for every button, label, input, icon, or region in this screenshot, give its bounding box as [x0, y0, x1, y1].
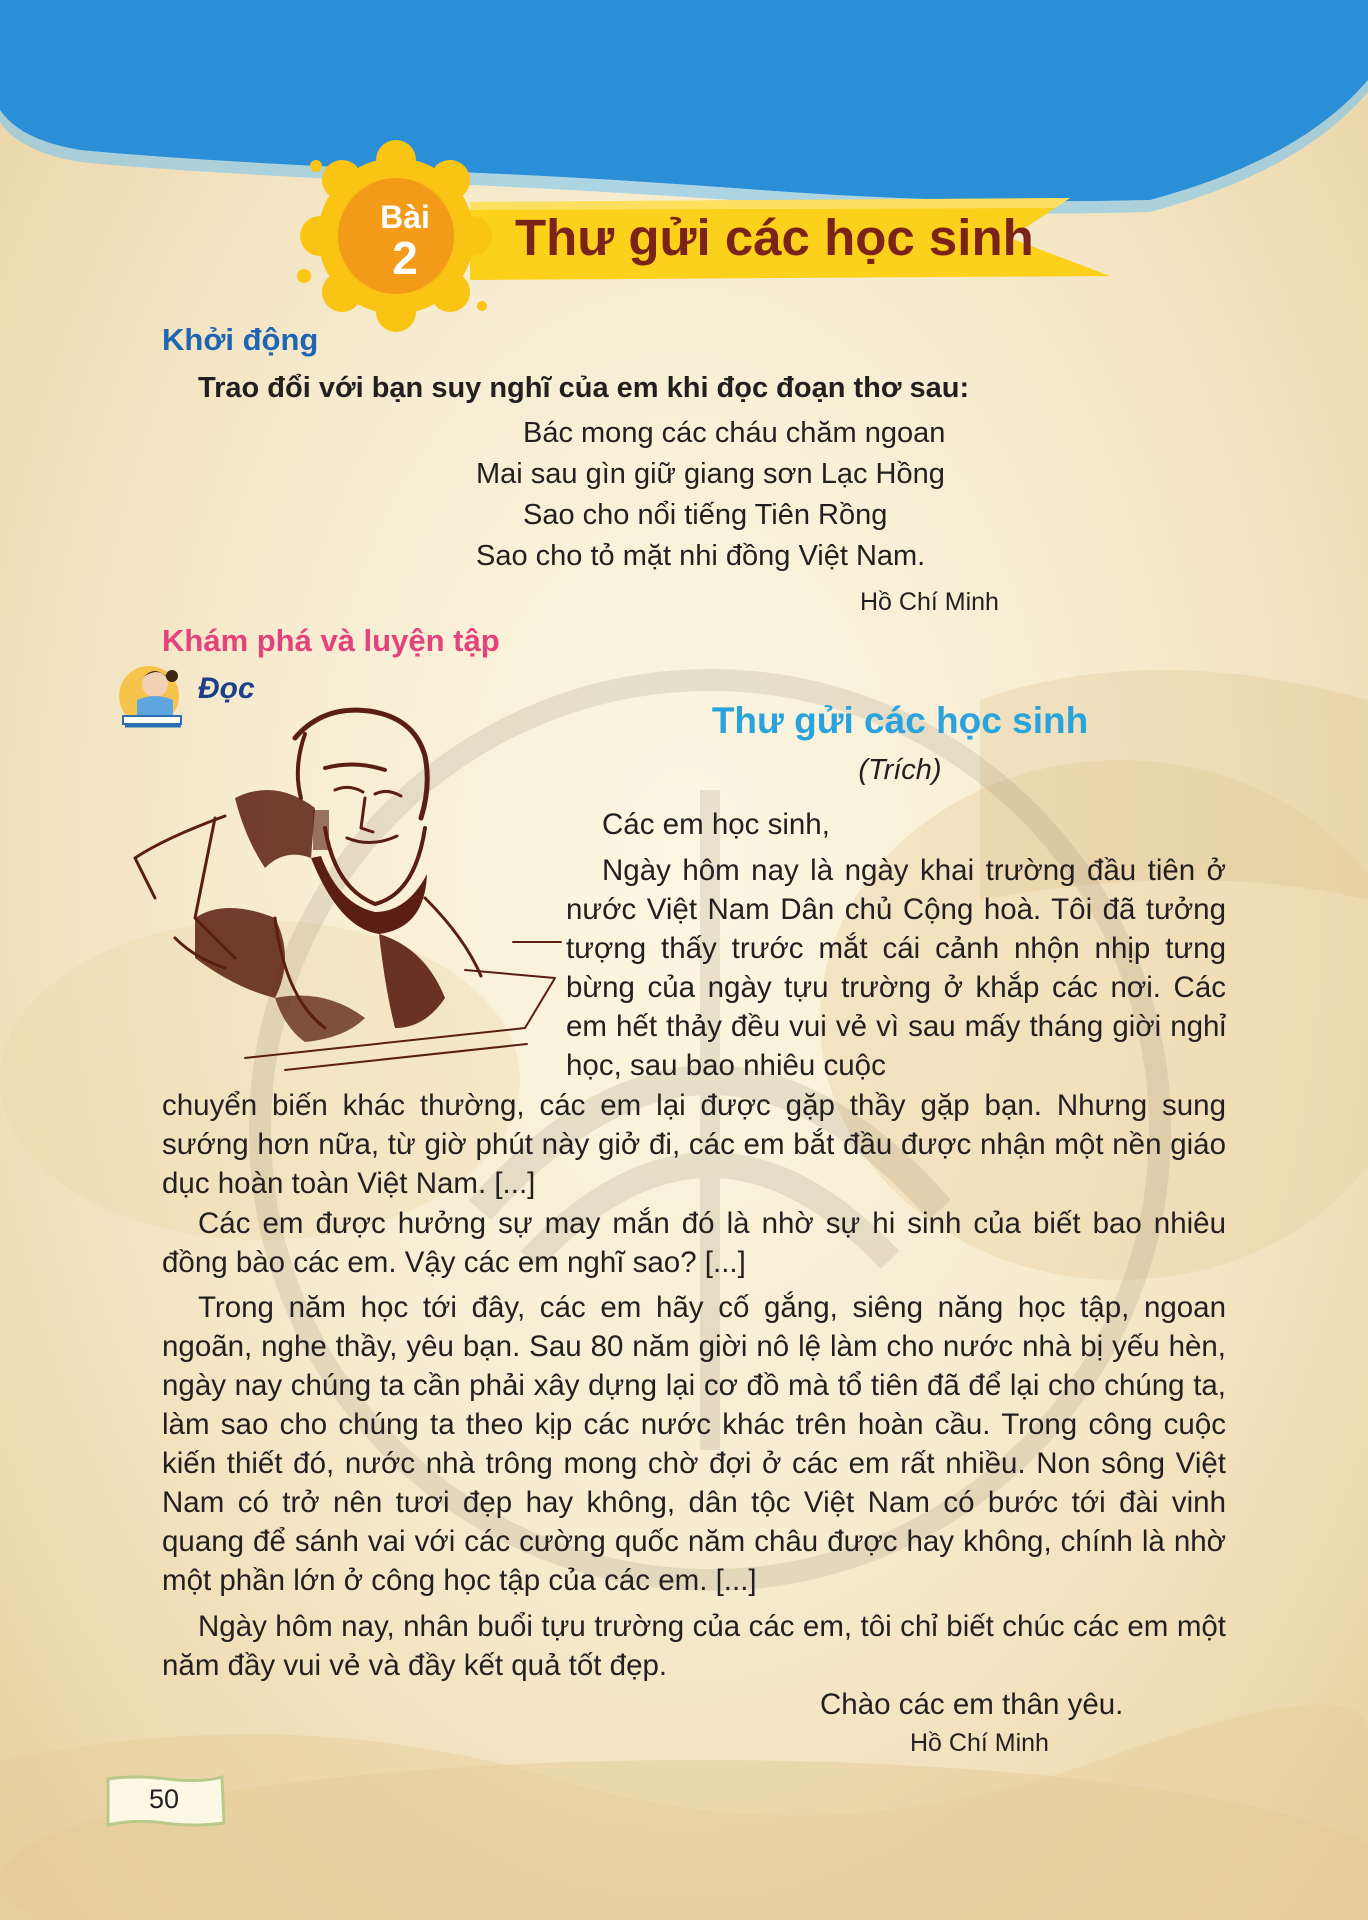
reading-subtitle: (Trích) [858, 754, 942, 786]
letter-closing: Chào các em thân yêu. [820, 1688, 1124, 1721]
warmup-prompt: Trao đổi với bạn suy nghĩ của em khi đọc đoạn thơ sau: [198, 372, 970, 404]
paragraph-3: Trong năm học tới đây, các em hãy cố gắng, siêng năng học tập, ngoan ngoãn, nghe thầy, yêu bạn. Sau 80 năm giời nô lệ làm cho nước nhà bị yếu hèn, ngày nay chúng ta cần phải xây dựng lại cơ đồ mà tổ tiên đã để lại cho chúng ta, làm sao cho chúng ta theo kịp các nước khác trên hoàn cầu. Trong công cuộc kiến thiết đó, nước nhà trông mong chờ đợi ở các em rất nhiều. Non sông Việt Nam có trở nên tươi đẹp hay không, dân tộc Việt Nam có bước tới đài vinh quang để sánh vai với các cường quốc năm châu được hay không, chính là nhờ một phần lớn ở công học tập của các em. [...] [162, 1291, 1226, 1597]
paragraph-4: Ngày hôm nay, nhân buổi tựu trường của các em, tôi chỉ biết chúc các em một năm đầy vui vẻ và đầy kết quả tốt đẹp. [162, 1610, 1226, 1682]
portrait-illustration [125, 698, 565, 1073]
paragraph-2: Các em được hưởng sự may mắn đó là nhờ sự hi sinh của biết bao nhiêu đồng bào các em. Vậy các em nghĩ sao? [...] [162, 1207, 1226, 1279]
poem-line: Mai sau gìn giữ giang sơn Lạc Hồng [476, 458, 945, 490]
explore-heading: Khám phá và luyện tập [162, 623, 500, 658]
page-number: 50 [148, 1784, 180, 1814]
paragraph-1-part-2: chuyển biến khác thường, các em lại được gặp thầy gặp bạn. Nhưng sung sướng hơn nữa, từ giờ phút này giở đi, các em bắt đầu được nhận một nền giáo dục hoàn toàn Việt Nam. [...] [162, 1089, 1226, 1200]
poem-line: Sao cho nổi tiếng Tiên Rồng [523, 499, 888, 531]
reading-title: Thư gửi các học sinh [711, 700, 1089, 741]
read-label: Đọc [198, 672, 255, 705]
poem-line: Bác mong các cháu chăm ngoan [523, 417, 946, 449]
lesson-badge [340, 200, 470, 282]
letter-author: Hồ Chí Minh [910, 1729, 1049, 1757]
paragraph-1-part-1: Ngày hôm nay là ngày khai trường đầu tiên ở nước Việt Nam Dân chủ Cộng hoà. Tôi đã tưởng tượng thấy trước mắt cái cảnh nhộn nhịp tưng bừng của ngày tựu trường ở khắp các nơi. Các em hết thảy đều vui vẻ vì sau mấy tháng giời nghỉ học, sau bao nhiêu cuộc [566, 854, 1226, 1082]
warmup-heading: Khởi động [162, 322, 319, 357]
lesson-title: Thư gửi các học sinh [515, 209, 1034, 266]
poem-line: Sao cho tỏ mặt nhi đồng Việt Nam. [476, 540, 926, 572]
poem-author: Hồ Chí Minh [860, 588, 999, 616]
letter-salutation: Các em học sinh, [602, 808, 830, 841]
lesson-label: Bài [380, 199, 430, 235]
lesson-number: 2 [392, 232, 418, 284]
